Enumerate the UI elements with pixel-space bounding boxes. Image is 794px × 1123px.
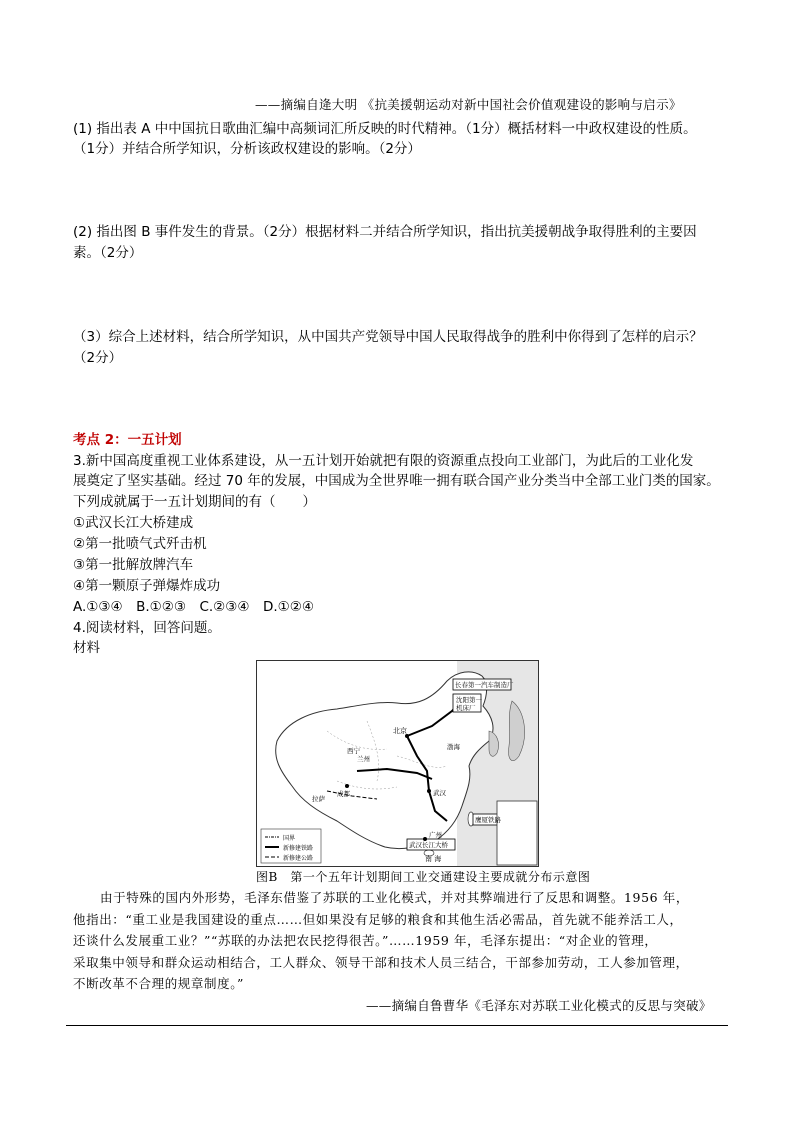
footer-divider xyxy=(66,1025,728,1026)
legend-rail-text: 新修建铁路 xyxy=(283,845,314,852)
body-line-4: 采取集中领导和群众运动相结合，工人群众、领导干部和技术人员三结合，干部参加劳动，工人参加管理， xyxy=(73,955,689,970)
label-changchun: 长春第一汽车制造厂 xyxy=(455,681,514,689)
option-1: ①武汉长江大桥建成 xyxy=(73,515,194,531)
label-wuhan-bridge: 武汉长江大桥 xyxy=(409,841,448,849)
question-1-line-1: (1) 指出表 A 中中国抗日歌曲汇编中高频词汇所反映的时代精神。（1分）概括材料一中政权建设的性质。 xyxy=(73,121,697,137)
china-map-svg xyxy=(257,661,538,866)
question-4-intro: 4.阅读材料，回答问题。 xyxy=(73,620,221,636)
label-bohai: 渤海 xyxy=(447,743,460,751)
question-3-line-2: （2分） xyxy=(73,350,123,366)
label-beijing: 北京 xyxy=(393,727,407,735)
problem-3-line-2: 展奠定了坚实基础。经过 70 年的发展，中国成为全世界唯一拥有联合国产业分类当中全部工业门类的国家。 xyxy=(73,473,720,489)
problem-3-line-1: 3.新中国高度重视工业体系建设，从一五计划开始就把有限的资源重点投向工业部门，为此后的工业化发 xyxy=(73,453,694,469)
city-dot-wuhan xyxy=(427,789,431,793)
label-wuhan: 武汉 xyxy=(433,789,446,797)
label-shenyang-2: 机床厂 xyxy=(456,704,476,712)
body-line-1: 由于特殊的国内外形势，毛泽东借鉴了苏联的工业化模式，并对其弊端进行了反思和调整。1956 年， xyxy=(100,890,689,905)
body-line-3: 还谈什么发展重工业？”“苏联的办法把农民挖得很苦。”……1959 年，毛泽东提出：“对企业的管理， xyxy=(73,933,658,948)
problem-3-line-3: 下列成就属于一五计划期间的有（ ） xyxy=(73,494,316,510)
source-citation-1: ——摘编自逄大明 《抗美援朝运动对新中国社会价值观建设的影响与启示》 xyxy=(255,97,682,112)
source-citation-2: ——摘编自鲁曹华《毛泽东对苏联工业化模式的反思与突破》 xyxy=(366,998,712,1013)
label-xining: 西宁 xyxy=(347,747,360,755)
section-heading: 考点 2：一五计划 xyxy=(73,432,182,448)
city-dot-chengdu xyxy=(345,784,349,788)
question-2-line-2: 素。（2分） xyxy=(73,245,143,261)
south-sea-inset xyxy=(497,801,537,865)
label-chengdu: 成都 xyxy=(337,790,350,798)
legend-road-text: 新修建公路 xyxy=(283,855,314,862)
label-shenyang-1: 沈阳第一 xyxy=(456,696,482,704)
body-line-2: 他指出：“重工业是我国建设的重点……但如果没有足够的粮食和其他生活必需品，首先就不能养活工人， xyxy=(73,912,683,927)
label-guangzhou: 广州 xyxy=(429,831,442,839)
question-1-line-2: （1分）并结合所学知识，分析该政权建设的影响。（2分） xyxy=(73,141,421,157)
answer-choices: A.①③④ B.①②③ C.②③④ D.①②④ xyxy=(73,599,314,615)
option-2: ②第一批喷气式歼击机 xyxy=(73,536,207,552)
body-line-5: 不断改革不合理的规章制度。” xyxy=(73,976,245,991)
label-lasa: 拉萨 xyxy=(312,795,325,803)
question-3-line-1: （3）综合上述材料，结合所学知识，从中国共产党领导中国人民取得战争的胜利中你得到了怎样的启示？ xyxy=(73,329,703,345)
figure-caption: 图B 第一个五年计划期间工业交通建设主要成就分布示意图 xyxy=(256,870,591,884)
question-2-line-1: (2) 指出图 B 事件发生的背景。（2分）根据材料二并结合所学知识，指出抗美援朝战争取得胜利的主要因 xyxy=(73,224,697,240)
option-3: ③第一批解放牌汽车 xyxy=(73,557,194,573)
material-label: 材料 xyxy=(73,640,100,656)
label-yingxia: 鹰厦铁路 xyxy=(475,816,501,824)
option-4: ④第一颗原子弹爆炸成功 xyxy=(73,578,221,594)
label-nanhai: 南 海 xyxy=(425,855,442,863)
label-lanzhou: 兰州 xyxy=(357,755,370,763)
legend-border-text: 国界 xyxy=(283,835,296,842)
industrial-map-figure xyxy=(256,660,539,867)
